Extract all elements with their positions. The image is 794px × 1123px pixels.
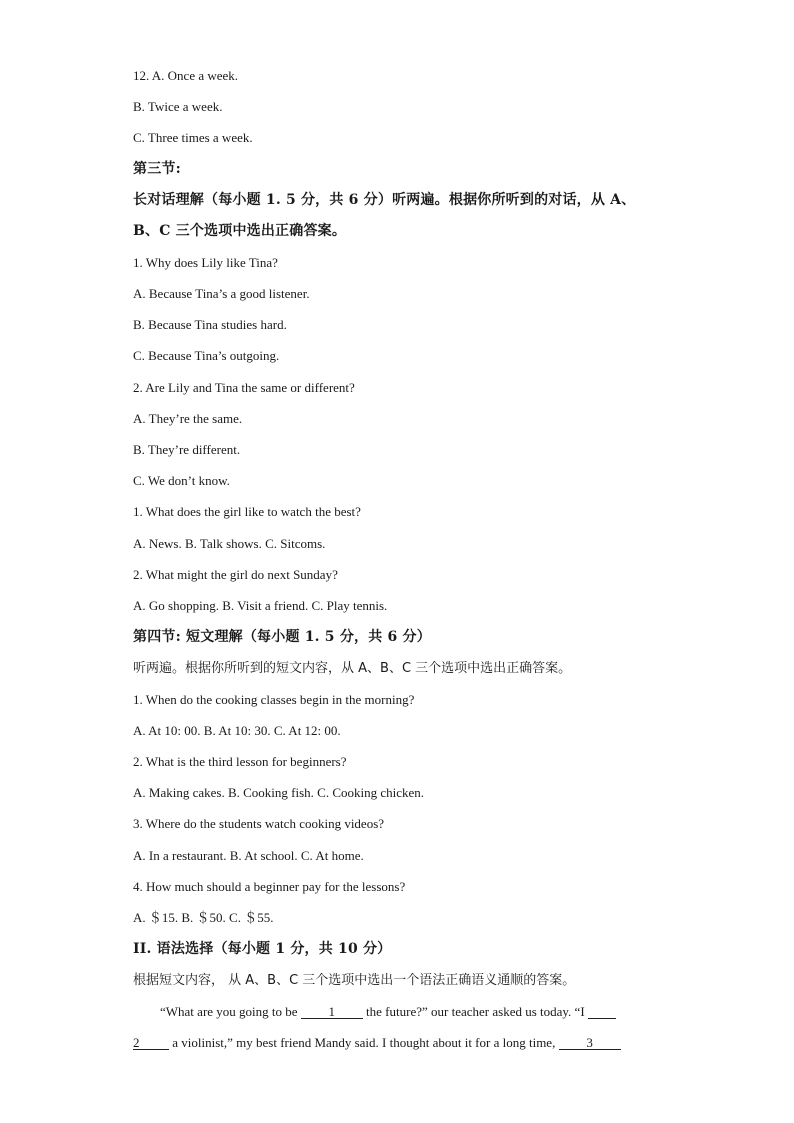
question: 1. What does the girl like to watch the best? xyxy=(133,504,361,519)
options-row: A. At 10: 00. B. At 10: 30. C. At 12: 00. xyxy=(133,723,341,738)
section-3-instructions: 长对话理解（每小题 1. 5 分，共 6 分）听两遍。根据你所听到的对话，从 A、 xyxy=(133,192,636,208)
option: B. They’re different. xyxy=(133,442,241,457)
blank-2-start xyxy=(588,1005,616,1019)
blank-3: 3 xyxy=(559,1036,621,1050)
passage-line-2 xyxy=(133,1035,621,1051)
option: A. Because Tina’s a good listener. xyxy=(133,286,310,301)
question: 4. How much should a beginner pay for the lessons? xyxy=(133,879,406,894)
blank-1: 1 xyxy=(301,1005,363,1019)
passage-text: the future?” our teacher asked us today. “I xyxy=(362,1004,588,1019)
option-12-a: 12. A. Once a week. xyxy=(133,68,239,83)
blank-2: 2 xyxy=(133,1036,169,1050)
question: 2. What might the girl do next Sunday? xyxy=(133,567,338,582)
option-12-c: C. Three times a week. xyxy=(133,130,253,145)
options-row: A. ＄15. B. ＄50. C. ＄55. xyxy=(133,910,274,925)
option: C. Because Tina’s outgoing. xyxy=(133,348,280,363)
options-row: A. Making cakes. B. Cooking fish. C. Cooking chicken. xyxy=(133,785,425,800)
question: 3. Where do the students watch cooking videos? xyxy=(133,816,385,831)
passage-text: “What are you going to be xyxy=(160,1004,301,1019)
section-3-instructions-cont: B、C 三个选项中选出正确答案。 xyxy=(133,223,347,239)
section-4-title: 第四节: 短文理解（每小题 1. 5 分，共 6 分） xyxy=(133,629,431,645)
options-row: A. In a restaurant. B. At school. C. At home. xyxy=(133,848,364,863)
section-4-instructions: 听两遍。根据你所听到的短文内容，从 A、B、C 三个选项中选出正确答案。 xyxy=(133,661,572,676)
options-row: A. News. B. Talk shows. C. Sitcoms. xyxy=(133,536,326,551)
part-2-title: II. 语法选择（每小题 1 分，共 10 分） xyxy=(133,941,392,957)
option: B. Because Tina studies hard. xyxy=(133,317,287,332)
passage-line-1 xyxy=(160,1004,616,1020)
option-12-b: B. Twice a week. xyxy=(133,99,223,114)
question: 2. What is the third lesson for beginners? xyxy=(133,754,347,769)
part-2-instructions: 根据短文内容， 从 A、B、C 三个选项中选出一个语法正确语义通顺的答案。 xyxy=(133,973,576,988)
option: A. They’re the same. xyxy=(133,411,243,426)
question: 2. Are Lily and Tina the same or different? xyxy=(133,380,355,395)
question: 1. Why does Lily like Tina? xyxy=(133,255,278,270)
options-row: A. Go shopping. B. Visit a friend. C. Play tennis. xyxy=(133,598,388,613)
section-3-title: 第三节: xyxy=(133,161,181,177)
option: C. We don’t know. xyxy=(133,473,230,488)
question: 1. When do the cooking classes begin in the morning? xyxy=(133,692,415,707)
passage-text: a violinist,” my best friend Mandy said. I thought about it for a long time, xyxy=(169,1035,559,1050)
